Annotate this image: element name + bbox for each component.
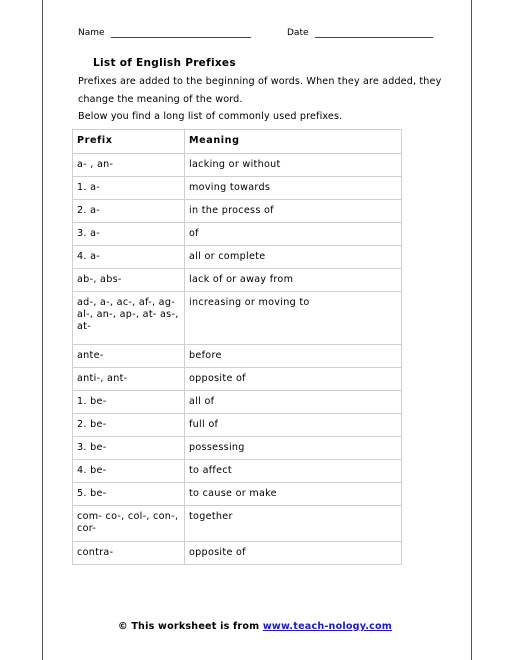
table-row bbox=[73, 368, 402, 391]
meaning-cell: opposite of bbox=[185, 542, 402, 565]
prefix-cell: ad-, a-, ac-, af-, ag- al-, an-, ap-, at- as-, at- bbox=[73, 292, 185, 345]
prefix-cell: ante- bbox=[73, 345, 185, 368]
header-meaning: Meaning bbox=[185, 130, 402, 154]
meaning-cell: in the process of bbox=[185, 200, 402, 223]
prefix-cell: com- co-, col-, con-, cor- bbox=[73, 506, 185, 542]
prefix-cell: 5. be- bbox=[73, 483, 185, 506]
meaning-cell: possessing bbox=[185, 437, 402, 460]
table-row bbox=[73, 246, 402, 269]
table-row bbox=[73, 345, 402, 368]
prefix-cell: 3. be- bbox=[73, 437, 185, 460]
header-prefix: Prefix bbox=[73, 130, 185, 154]
meaning-cell: all or complete bbox=[185, 246, 402, 269]
table-row bbox=[73, 542, 402, 565]
table-row bbox=[73, 223, 402, 246]
prefix-cell: a- , an- bbox=[73, 154, 185, 177]
page-title: List of English Prefixes bbox=[93, 57, 236, 69]
intro-line-3: Below you find a long list of commonly used prefixes. bbox=[78, 111, 343, 122]
footer-credit bbox=[0, 621, 510, 632]
meaning-cell: lacking or without bbox=[185, 154, 402, 177]
meaning-cell: to cause or make bbox=[185, 483, 402, 506]
meaning-cell: of bbox=[185, 223, 402, 246]
table-row bbox=[73, 460, 402, 483]
table-row bbox=[73, 483, 402, 506]
table-row bbox=[73, 414, 402, 437]
table-row bbox=[73, 292, 402, 345]
footer-text: © This worksheet is from bbox=[117, 621, 260, 632]
prefix-cell: ab-, abs- bbox=[73, 269, 185, 292]
intro-line-2: change the meaning of the word. bbox=[78, 94, 243, 105]
prefix-cell: 2. be- bbox=[73, 414, 185, 437]
meaning-cell: before bbox=[185, 345, 402, 368]
meaning-cell: lack of or away from bbox=[185, 269, 402, 292]
prefix-cell: anti-, ant- bbox=[73, 368, 185, 391]
name-line[interactable] bbox=[111, 28, 251, 38]
footer-link[interactable]: www.teach-nology.com bbox=[262, 621, 393, 632]
meaning-cell: increasing or moving to bbox=[185, 292, 402, 345]
table-row bbox=[73, 177, 402, 200]
table-row bbox=[73, 200, 402, 223]
prefix-cell: 4. a- bbox=[73, 246, 185, 269]
meaning-cell: moving towards bbox=[185, 177, 402, 200]
prefix-cell: 1. a- bbox=[73, 177, 185, 200]
prefix-cell: 1. be- bbox=[73, 391, 185, 414]
intro-line-1: Prefixes are added to the beginning of words. When they are added, they bbox=[78, 76, 442, 87]
date-label: Date bbox=[287, 28, 309, 38]
name-field[interactable] bbox=[78, 28, 251, 38]
prefix-cell: 4. be- bbox=[73, 460, 185, 483]
meaning-cell: full of bbox=[185, 414, 402, 437]
table-row bbox=[73, 269, 402, 292]
prefix-table bbox=[72, 129, 402, 565]
table-row bbox=[73, 391, 402, 414]
prefix-cell: 3. a- bbox=[73, 223, 185, 246]
table-row bbox=[73, 506, 402, 542]
name-label: Name bbox=[78, 28, 105, 38]
date-line[interactable] bbox=[315, 28, 433, 38]
prefix-cell: 2. a- bbox=[73, 200, 185, 223]
table-header-row bbox=[73, 130, 402, 154]
prefix-cell: contra- bbox=[73, 542, 185, 565]
table-row bbox=[73, 154, 402, 177]
date-field[interactable] bbox=[287, 28, 433, 38]
table-row bbox=[73, 437, 402, 460]
meaning-cell: to affect bbox=[185, 460, 402, 483]
meaning-cell: together bbox=[185, 506, 402, 542]
meaning-cell: all of bbox=[185, 391, 402, 414]
meaning-cell: opposite of bbox=[185, 368, 402, 391]
